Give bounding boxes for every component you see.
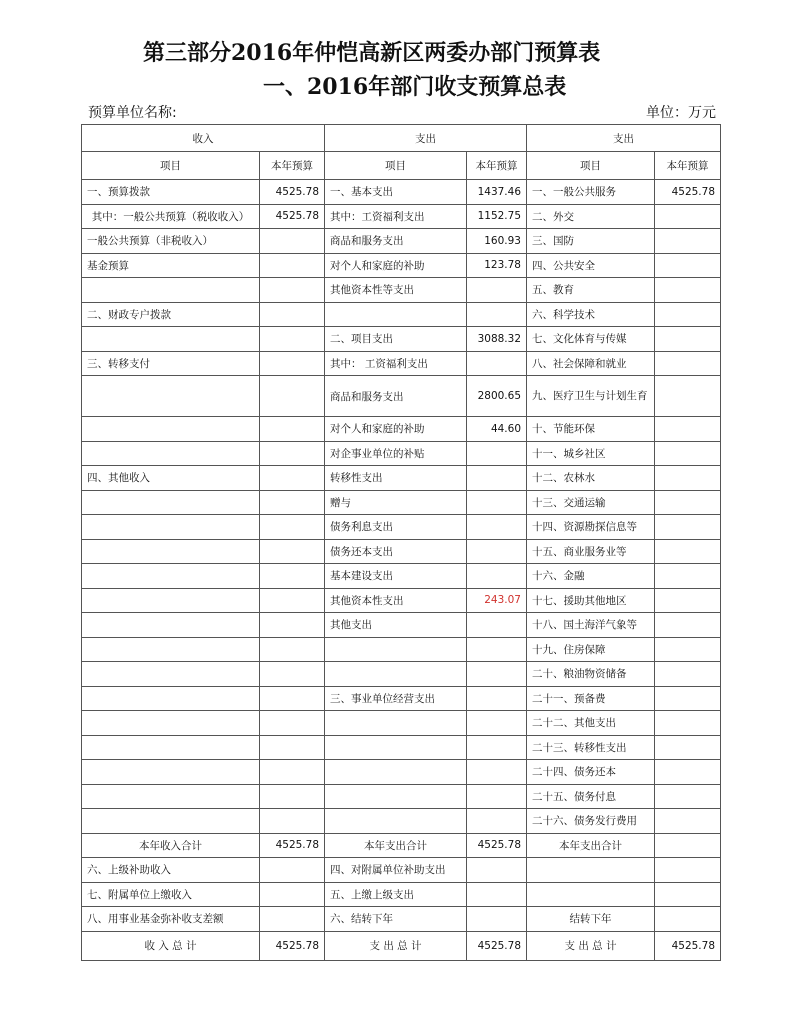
col-header: 本年预算: [655, 152, 721, 180]
item-cell: [82, 278, 260, 303]
amount-cell: [260, 637, 325, 662]
amount-cell: [655, 735, 721, 760]
amount-cell: [260, 351, 325, 376]
amount-cell: [467, 278, 527, 303]
item-cell: [82, 515, 260, 540]
table-row: [82, 588, 721, 613]
amount-cell: [655, 809, 721, 834]
table-row: [82, 833, 721, 858]
item-cell: 基金预算: [82, 253, 260, 278]
amount-cell: [655, 351, 721, 376]
item-cell: 一、一般公共服务: [527, 180, 655, 205]
amount-cell: [655, 278, 721, 303]
amount-cell: [655, 441, 721, 466]
item-cell: 二十五、债务付息: [527, 784, 655, 809]
amount-cell: [655, 327, 721, 352]
item-cell: 五、上缴上级支出: [325, 882, 467, 907]
amount-cell: [655, 253, 721, 278]
table-row: [82, 278, 721, 303]
item-cell: 其他资本性支出: [325, 588, 467, 613]
table-row: [82, 229, 721, 254]
amount-cell: [260, 784, 325, 809]
page-subtitle: 一、2016年部门收支预算总表: [263, 74, 567, 100]
table-row: [82, 376, 721, 417]
amount-cell: 4525.78: [655, 180, 721, 205]
table-row: [82, 637, 721, 662]
item-cell: 九、医疗卫生与计划生育: [527, 376, 655, 417]
amount-cell: [260, 302, 325, 327]
budget-table: [81, 124, 721, 961]
amount-cell: [655, 613, 721, 638]
amount-cell: 44.60: [467, 417, 527, 442]
item-cell: 其他支出: [325, 613, 467, 638]
amount-cell: [655, 686, 721, 711]
amount-cell: [467, 466, 527, 491]
item-cell: 二十三、转移性支出: [527, 735, 655, 760]
amount-cell: [655, 466, 721, 491]
item-cell: [325, 784, 467, 809]
amount-cell: [655, 760, 721, 785]
item-cell: 十四、资源勘探信息等: [527, 515, 655, 540]
amount-cell: [260, 417, 325, 442]
item-cell: [82, 784, 260, 809]
amount-cell: [260, 539, 325, 564]
amount-cell: 4525.78: [260, 180, 325, 205]
item-cell: 一般公共预算（非税收入）: [82, 229, 260, 254]
unit-line: [84, 102, 716, 122]
item-cell: 十五、商业服务业等: [527, 539, 655, 564]
item-cell: 十八、国土海洋气象等: [527, 613, 655, 638]
item-cell: 债务利息支出: [325, 515, 467, 540]
item-cell: 二十、粮油物资储备: [527, 662, 655, 687]
amount-cell: [467, 907, 527, 932]
amount-cell: [260, 515, 325, 540]
amount-cell: 123.78: [467, 253, 527, 278]
item-cell: 商品和服务支出: [325, 229, 467, 254]
amount-cell: [467, 539, 527, 564]
item-cell: 六、结转下年: [325, 907, 467, 932]
item-cell: [82, 490, 260, 515]
item-cell: [527, 858, 655, 883]
amount-cell: [260, 278, 325, 303]
item-cell: 十六、金融: [527, 564, 655, 589]
amount-cell: [655, 858, 721, 883]
amount-cell: [260, 229, 325, 254]
amount-cell: [467, 613, 527, 638]
item-cell: 八、用事业基金弥补收支差额: [82, 907, 260, 932]
item-cell: 本年收入合计: [82, 833, 260, 858]
amount-cell: 4525.78: [467, 833, 527, 858]
expense-group-header: 支出: [325, 125, 527, 152]
table-row: [82, 809, 721, 834]
item-cell: 十、节能环保: [527, 417, 655, 442]
item-cell: 其中： 工资福利支出: [325, 351, 467, 376]
table-row: [82, 784, 721, 809]
item-cell: 对个人和家庭的补助: [325, 417, 467, 442]
item-cell: 其中：工资福利支出: [325, 204, 467, 229]
amount-cell: [260, 858, 325, 883]
amount-cell: [467, 784, 527, 809]
item-cell: [325, 711, 467, 736]
item-cell: [82, 441, 260, 466]
amount-cell: [467, 441, 527, 466]
group-header-row: [82, 125, 721, 152]
item-cell: 二十一、预备费: [527, 686, 655, 711]
amount-cell: [260, 441, 325, 466]
amount-cell: 3088.32: [467, 327, 527, 352]
item-cell: 本年支出合计: [325, 833, 467, 858]
amount-cell: 243.07: [467, 588, 527, 613]
table-row: [82, 686, 721, 711]
amount-cell: 4525.78: [655, 931, 721, 960]
amount-cell: [655, 833, 721, 858]
amount-cell: [655, 784, 721, 809]
amount-cell: [655, 588, 721, 613]
col-header: 项目: [82, 152, 260, 180]
table-row: [82, 564, 721, 589]
item-cell: 二十四、债务还本: [527, 760, 655, 785]
amount-cell: 2800.65: [467, 376, 527, 417]
table-row: [82, 613, 721, 638]
item-cell: [82, 711, 260, 736]
item-cell: 二十二、其他支出: [527, 711, 655, 736]
column-header-row: [82, 152, 721, 180]
item-cell: 其他资本性等支出: [325, 278, 467, 303]
item-cell: 二、外交: [527, 204, 655, 229]
amount-cell: [467, 490, 527, 515]
table-row: [82, 204, 721, 229]
table-row: [82, 882, 721, 907]
item-cell: [82, 662, 260, 687]
item-cell: [82, 376, 260, 417]
table-row: [82, 735, 721, 760]
item-cell: 支 出 总 计: [325, 931, 467, 960]
item-cell: [82, 564, 260, 589]
item-cell: 七、文化体育与传媒: [527, 327, 655, 352]
table-row: [82, 253, 721, 278]
item-cell: 赠与: [325, 490, 467, 515]
item-cell: 十二、农林水: [527, 466, 655, 491]
amount-cell: [260, 253, 325, 278]
item-cell: [82, 735, 260, 760]
table-row: [82, 907, 721, 932]
table-row: [82, 515, 721, 540]
table-row: [82, 539, 721, 564]
item-cell: 一、基本支出: [325, 180, 467, 205]
item-cell: 本年支出合计: [527, 833, 655, 858]
item-cell: 收 入 总 计: [82, 931, 260, 960]
amount-cell: [467, 760, 527, 785]
item-cell: [325, 809, 467, 834]
amount-cell: [467, 882, 527, 907]
item-cell: [325, 637, 467, 662]
table-row: [82, 490, 721, 515]
amount-cell: [467, 637, 527, 662]
item-cell: [82, 809, 260, 834]
item-cell: 三、事业单位经营支出: [325, 686, 467, 711]
item-cell: [82, 637, 260, 662]
budget-unit-label: 预算单位名称:: [88, 105, 177, 121]
amount-cell: [260, 907, 325, 932]
item-cell: 债务还本支出: [325, 539, 467, 564]
amount-cell: [260, 809, 325, 834]
amount-cell: [655, 907, 721, 932]
amount-cell: 4525.78: [467, 931, 527, 960]
amount-cell: [260, 564, 325, 589]
table-row: [82, 327, 721, 352]
item-cell: [82, 686, 260, 711]
amount-cell: [467, 711, 527, 736]
amount-cell: [260, 588, 325, 613]
amount-cell: [467, 662, 527, 687]
amount-cell: 1152.75: [467, 204, 527, 229]
item-cell: 十三、交通运输: [527, 490, 655, 515]
item-cell: [325, 760, 467, 785]
table-row: [82, 711, 721, 736]
amount-cell: [655, 539, 721, 564]
table-row: [82, 417, 721, 442]
amount-cell: [260, 760, 325, 785]
amount-cell: [260, 711, 325, 736]
amount-cell: [655, 417, 721, 442]
item-cell: 十九、住房保障: [527, 637, 655, 662]
item-cell: 商品和服务支出: [325, 376, 467, 417]
item-cell: 四、公共安全: [527, 253, 655, 278]
amount-cell: [655, 204, 721, 229]
table-row: [82, 760, 721, 785]
amount-cell: 160.93: [467, 229, 527, 254]
amount-cell: [655, 515, 721, 540]
item-cell: 二、财政专户拨款: [82, 302, 260, 327]
col-header: 本年预算: [467, 152, 527, 180]
item-cell: [82, 539, 260, 564]
item-cell: [82, 613, 260, 638]
amount-cell: [260, 882, 325, 907]
amount-cell: [655, 376, 721, 417]
item-cell: 结转下年: [527, 907, 655, 932]
amount-cell: 4525.78: [260, 833, 325, 858]
amount-cell: [260, 376, 325, 417]
amount-cell: [467, 302, 527, 327]
item-cell: 十一、城乡社区: [527, 441, 655, 466]
amount-cell: [467, 564, 527, 589]
amount-cell: [655, 637, 721, 662]
item-cell: 一、预算拨款: [82, 180, 260, 205]
income-group-header: 收入: [82, 125, 325, 152]
amount-cell: [655, 490, 721, 515]
amount-cell: [260, 490, 325, 515]
amount-cell: [260, 662, 325, 687]
amount-cell: [260, 327, 325, 352]
table-row: [82, 466, 721, 491]
expense-function-group-header: 支出: [527, 125, 721, 152]
amount-cell: [260, 613, 325, 638]
amount-cell: [260, 735, 325, 760]
currency-unit-label: 单位：万元: [646, 105, 716, 121]
amount-cell: [467, 351, 527, 376]
item-cell: 十七、援助其他地区: [527, 588, 655, 613]
item-cell: 二十六、债务发行费用: [527, 809, 655, 834]
table-row: [82, 858, 721, 883]
amount-cell: [467, 515, 527, 540]
item-cell: 转移性支出: [325, 466, 467, 491]
item-cell: 其中：一般公共预算（税收收入）: [82, 204, 260, 229]
item-cell: [82, 417, 260, 442]
amount-cell: [467, 735, 527, 760]
table-row: [82, 180, 721, 205]
item-cell: 三、国防: [527, 229, 655, 254]
item-cell: 对企事业单位的补贴: [325, 441, 467, 466]
amount-cell: [655, 564, 721, 589]
amount-cell: [260, 686, 325, 711]
item-cell: [325, 302, 467, 327]
item-cell: 三、转移支付: [82, 351, 260, 376]
item-cell: 支 出 总 计: [527, 931, 655, 960]
table-row: [82, 351, 721, 376]
item-cell: 二、项目支出: [325, 327, 467, 352]
amount-cell: [655, 711, 721, 736]
amount-cell: [655, 302, 721, 327]
table-row: [82, 441, 721, 466]
item-cell: [82, 588, 260, 613]
item-cell: 七、附属单位上缴收入: [82, 882, 260, 907]
amount-cell: [260, 466, 325, 491]
item-cell: [325, 662, 467, 687]
table-row: [82, 302, 721, 327]
item-cell: 五、教育: [527, 278, 655, 303]
item-cell: 对个人和家庭的补助: [325, 253, 467, 278]
table-row: [82, 931, 721, 960]
item-cell: [527, 882, 655, 907]
amount-cell: 1437.46: [467, 180, 527, 205]
item-cell: [325, 735, 467, 760]
col-header: 本年预算: [260, 152, 325, 180]
table-row: [82, 662, 721, 687]
amount-cell: [467, 858, 527, 883]
amount-cell: [467, 809, 527, 834]
item-cell: 六、上级补助收入: [82, 858, 260, 883]
item-cell: [82, 760, 260, 785]
amount-cell: 4525.78: [260, 931, 325, 960]
amount-cell: 4525.78: [260, 204, 325, 229]
amount-cell: [655, 882, 721, 907]
page-title: 第三部分2016年仲恺高新区两委办部门预算表: [143, 40, 601, 66]
amount-cell: [655, 662, 721, 687]
col-header: 项目: [527, 152, 655, 180]
amount-cell: [467, 686, 527, 711]
item-cell: 八、社会保障和就业: [527, 351, 655, 376]
item-cell: [82, 327, 260, 352]
col-header: 项目: [325, 152, 467, 180]
amount-cell: [655, 229, 721, 254]
item-cell: 四、对附属单位补助支出: [325, 858, 467, 883]
item-cell: 四、其他收入: [82, 466, 260, 491]
item-cell: 六、科学技术: [527, 302, 655, 327]
item-cell: 基本建设支出: [325, 564, 467, 589]
